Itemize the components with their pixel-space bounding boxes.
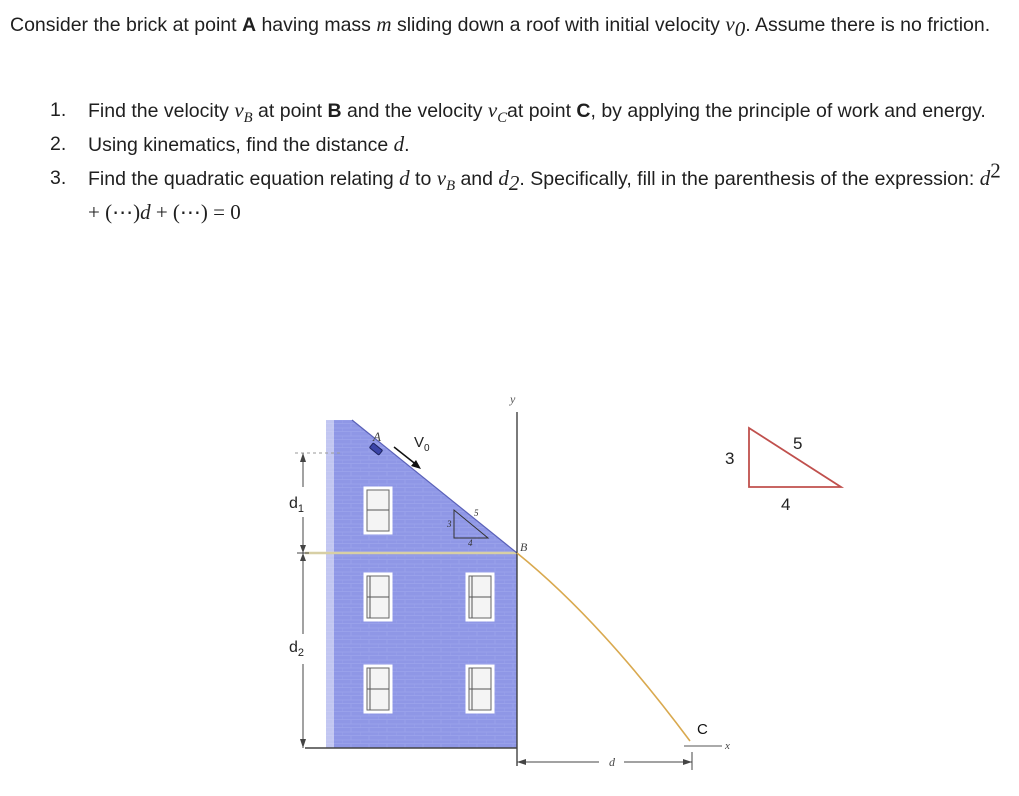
window — [466, 573, 494, 621]
vb-sub: B — [446, 178, 456, 195]
task-number: 3. — [50, 167, 67, 189]
d2-sub: 2 — [508, 171, 520, 196]
window — [364, 573, 392, 621]
task-text: Using kinematics, find the distance — [88, 134, 394, 156]
label-y: y — [510, 392, 516, 406]
intro-text: Consider the brick at point — [10, 14, 242, 36]
intro-text: . Assume there is no friction. — [745, 14, 991, 36]
window — [364, 665, 392, 713]
v0-sub: 0 — [734, 17, 746, 42]
eq-part: + (⋯) — [88, 200, 141, 224]
label-v0 — [414, 434, 430, 454]
window — [466, 665, 494, 713]
task-text: and — [455, 168, 499, 190]
label-c: C — [697, 721, 708, 738]
task-number: 2. — [50, 133, 67, 155]
vb-sub: B — [243, 110, 253, 127]
task-text: . — [404, 134, 410, 156]
label-d2 — [289, 639, 304, 659]
slope-tri-side-c: 5 — [474, 508, 479, 518]
reference-triangle — [725, 428, 841, 514]
d2-base: d — [498, 166, 509, 190]
label-d2-base: d — [289, 639, 298, 656]
intro-text: having mass — [256, 14, 377, 36]
task-text: at point — [252, 100, 328, 122]
label-d1-sub: 1 — [297, 503, 305, 515]
task-text: and the velocity — [341, 100, 488, 122]
eq-d: d — [140, 200, 151, 224]
task-text: . Specifically, fill in the parenthesis of the expression: — [519, 168, 980, 190]
vb-base: v — [234, 98, 244, 122]
v0-base: v — [725, 12, 735, 36]
eq-exponent: 2 — [990, 158, 1001, 183]
label-d2-sub: 2 — [297, 647, 305, 659]
vb-base: v — [436, 166, 447, 190]
label-b: B — [520, 540, 528, 554]
trajectory-curve — [517, 553, 690, 741]
label-d1-base: d — [289, 495, 298, 512]
window — [364, 487, 392, 534]
label-v0-sub: 0 — [424, 443, 430, 454]
task-text: Find the quadratic equation relating — [88, 168, 400, 190]
d-symbol: d — [393, 132, 405, 156]
task-text: at point — [507, 100, 577, 122]
label-d1 — [289, 495, 304, 515]
task-text: , by applying the principle of work and energy. — [590, 100, 986, 122]
intro-text: sliding down a roof with initial velocity — [391, 14, 726, 36]
task-text: Find the velocity — [88, 100, 235, 122]
task-text: to — [409, 168, 437, 190]
mass-symbol: m — [376, 12, 392, 36]
vc-base: v — [487, 98, 498, 122]
slope-tri-side-a: 3 — [447, 519, 452, 529]
point-c-label: C — [576, 100, 591, 122]
ref-tri-side-b: 4 — [781, 495, 791, 514]
label-x: x — [725, 740, 730, 752]
eq-d: d — [979, 166, 991, 190]
label-d: d — [609, 755, 615, 769]
point-b-label: B — [327, 100, 342, 122]
vc-sub: C — [497, 110, 508, 127]
d-dimension — [517, 752, 692, 770]
ref-tri-side-a: 3 — [725, 449, 735, 468]
building-fade — [320, 420, 334, 748]
label-v0-base: V — [414, 434, 425, 451]
ref-tri-side-c: 5 — [793, 434, 803, 453]
point-a-label: A — [241, 14, 257, 36]
label-a: A — [373, 429, 381, 444]
eq-part: + (⋯) = 0 — [150, 200, 241, 224]
slope-tri-side-b: 4 — [468, 538, 473, 548]
d-symbol: d — [399, 166, 410, 190]
task-number: 1. — [50, 99, 67, 121]
